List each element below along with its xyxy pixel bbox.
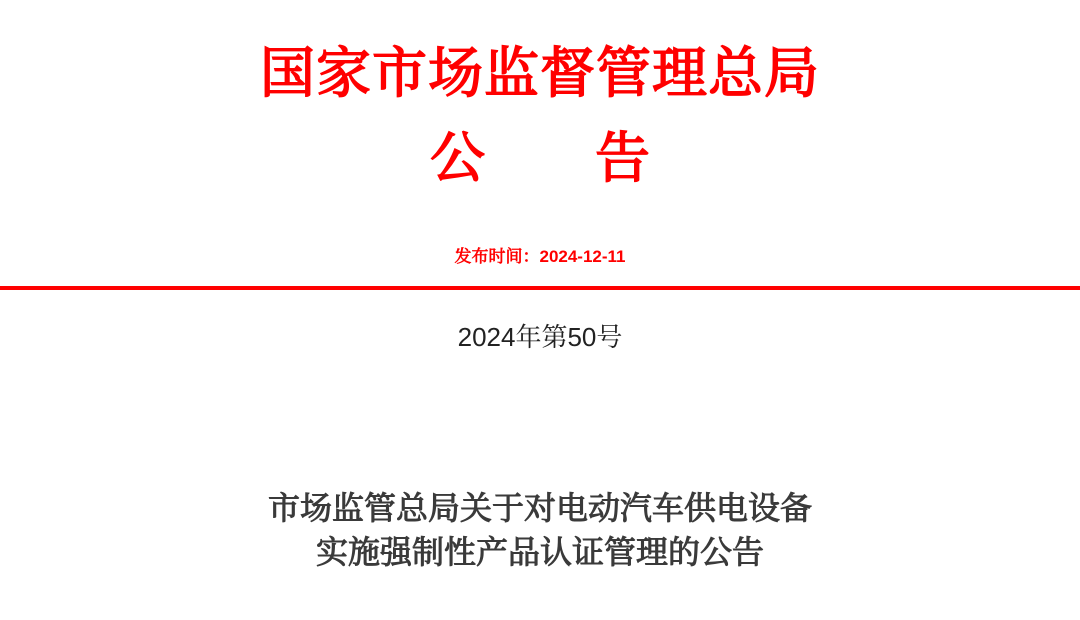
notice-title: 公 告 — [429, 127, 650, 189]
publish-date: 发布时间：2024-12-11 — [454, 247, 626, 266]
document-title-line2: 实施强制性产品认证管理的公告 — [315, 534, 764, 570]
agency-title: 国家市场监督管理总局 — [259, 42, 820, 104]
document-title-line1: 市场监管总局关于对电动汽车供电设备 — [267, 490, 812, 526]
document-title — [0, 486, 1080, 574]
red-divider — [0, 286, 1080, 290]
issue-number: 2024年第50号 — [457, 322, 623, 352]
